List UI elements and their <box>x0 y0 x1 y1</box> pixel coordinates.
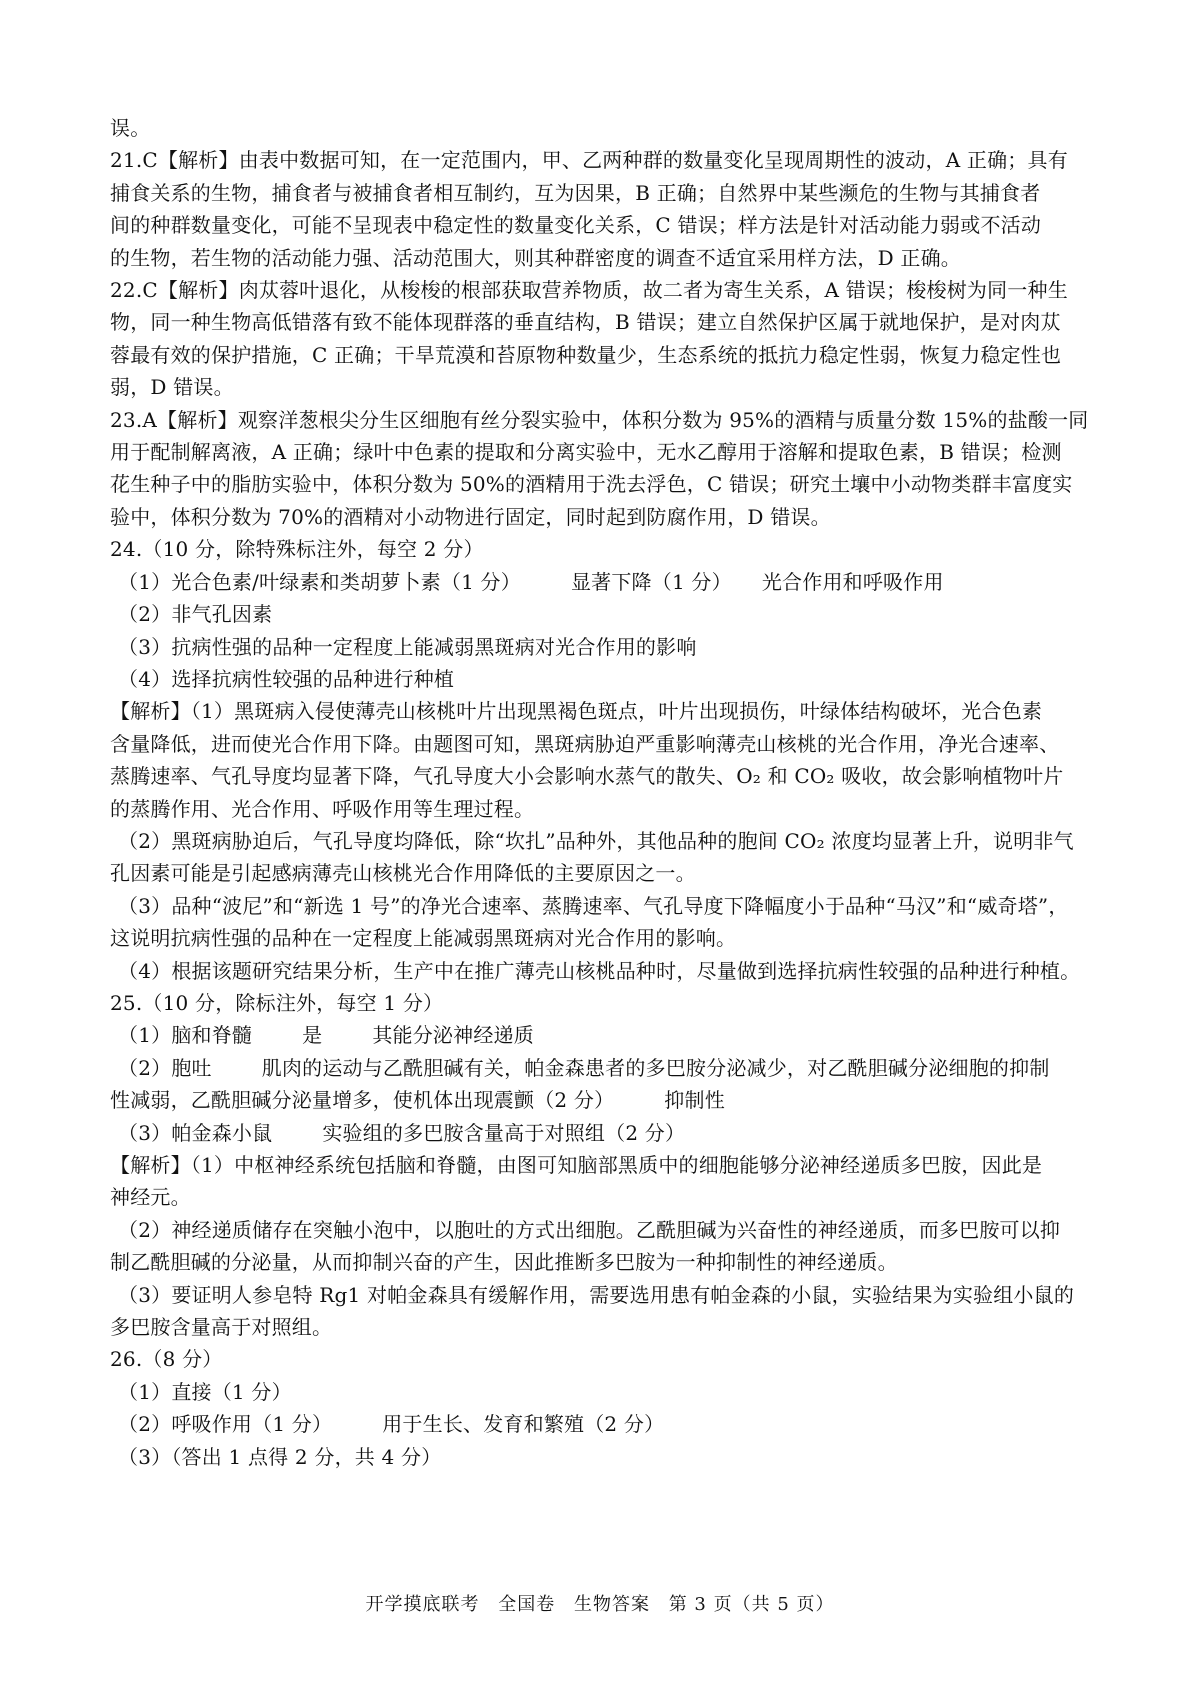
answer-part: （3）帕金森小鼠 <box>118 1120 273 1145</box>
q26-heading: 26.（8 分） <box>110 1347 223 1372</box>
answer-part: 实验组的多巴胺含量高于对照组（2 分） <box>322 1120 686 1145</box>
q24-analysis-line: 这说明抗病性强的品种在一定程度上能减弱黑斑病对光合作用的影响。 <box>110 926 737 951</box>
q24-analysis-line: （2）黑斑病胁迫后，气孔导度均降低，除“坎扎”品种外，其他品种的胞间 CO₂ 浓度均显著上升，说明非气 <box>118 828 1074 853</box>
q24-analysis-line: 【解析】（1）黑斑病入侵使薄壳山核桃叶片出现黑褐色斑点，叶片出现损伤，叶绿体结构破坏，光合色素 <box>110 699 1043 724</box>
q24-analysis-line: 的蒸腾作用、光合作用、呼吸作用等生理过程。 <box>110 796 535 821</box>
q23-line: 用于配制解离液，A 正确；绿叶中色素的提取和分离实验中，无水乙醇用于溶解和提取色素，B 错误；检测 <box>110 440 1062 465</box>
answer-part: 肌肉的运动与乙酰胆碱有关，帕金森患者的多巴胺分泌减少，对乙酰胆碱分泌细胞的抑制 <box>261 1055 1050 1080</box>
q24-answer-1 <box>110 566 1100 598</box>
q25-heading: 25.（10 分，除标注外，每空 1 分） <box>110 990 444 1015</box>
q25-answer-2-cont <box>110 1084 1100 1116</box>
footer-subject: 生物答案 <box>573 1594 650 1615</box>
q24-answer-2: （2）非气孔因素 <box>118 602 273 627</box>
q25-analysis-line: 【解析】（1）中枢神经系统包括脑和脊髓，由图可知脑部黑质中的细胞能够分泌神经递质多巴胺，因此是 <box>110 1153 1043 1177</box>
q22-line: 22.C【解析】肉苁蓉叶退化，从梭梭的根部获取营养物质，故二者为寄生关系，A 错误；梭梭树为同一种生 <box>110 278 1068 303</box>
q26-answer-2 <box>110 1408 1100 1440</box>
q23-line: 23.A【解析】观察洋葱根尖分生区细胞有丝分裂实验中，体积分数为 95%的酒精与质量分数 15%的盐酸一同 <box>110 407 1089 432</box>
answer-part: 显著下降（1 分） <box>570 569 732 594</box>
q25-answer-3 <box>110 1117 1100 1149</box>
q25-analysis-line: （3）要证明人参皂特 Rg1 对帕金森具有缓解作用，需要选用患有帕金森的小鼠，实验结果为实验组小鼠的 <box>118 1282 1075 1307</box>
answer-part: 其能分泌神经递质 <box>372 1023 534 1048</box>
q24-analysis-line: 孔因素可能是引起感病薄壳山核桃光合作用降低的主要原因之一。 <box>110 861 696 886</box>
q25-analysis-line: 神经元。 <box>110 1185 191 1210</box>
answer-part: （1）光合色素/叶绿素和类胡萝卜素（1 分） <box>118 569 521 594</box>
answer-part: （1）脑和脊髓 <box>118 1023 253 1048</box>
q26-answer-3: （3）（答出 1 点得 2 分，共 4 分） <box>118 1444 442 1469</box>
q21-line: 21.C【解析】由表中数据可知，在一定范围内，甲、乙两种群的数量变化呈现周期性的波动，A 正确；具有 <box>110 148 1068 173</box>
q24-analysis-line: 含量降低，进而使光合作用下降。由题图可知，黑斑病胁迫严重影响薄壳山核桃的光合作用，净光合速率、 <box>110 731 1060 756</box>
footer-exam: 开学摸底联考 <box>365 1594 480 1615</box>
q25-analysis-line: （2）神经递质储存在突触小泡中，以胞吐的方式出细胞。乙酰胆碱为兴奋性的神经递质，而多巴胺可以抑 <box>118 1217 1061 1242</box>
answer-part: 是 <box>302 1023 323 1048</box>
answer-part: 性减弱，乙酰胆碱分泌量增多，使机体出现震颤（2 分） <box>110 1088 615 1113</box>
q23-line: 花生种子中的脂肪实验中，体积分数为 50%的酒精用于洗去浮色，C 错误；研究土壤中小动物类群丰富度实 <box>110 472 1073 497</box>
q21-line: 捕食关系的生物，捕食者与被捕食者相互制约，互为因果，B 正确；自然界中某些濒危的生物与其捕食者 <box>110 180 1041 205</box>
q21-line: 间的种群数量变化，可能不呈现表中稳定性的数量变化关系，C 错误；样方法是针对活动能力弱或不活动 <box>110 213 1042 238</box>
q22-line: 弱，D 错误。 <box>110 375 234 400</box>
footer-page-number: 第 3 页（共 5 页） <box>668 1594 835 1615</box>
answer-part: （2）呼吸作用（1 分） <box>118 1412 333 1437</box>
answer-part: 抑制性 <box>664 1088 725 1113</box>
q24-heading: 24.（10 分，除特殊标注外，每空 2 分） <box>110 537 484 562</box>
q24-analysis-line: （4）根据该题研究结果分析，生产中在推广薄壳山核桃品种时，尽量做到选择抗病性较强的品种进行种植。 <box>118 958 1081 983</box>
q21-line: 的生物，若生物的活动能力强、活动范围大，则其种群密度的调查不适宜采用样方法，D 正确。 <box>110 245 961 270</box>
text-line: 误。 <box>110 116 151 140</box>
q22-line: 蓉最有效的保护措施，C 正确；干旱荒漠和苔原物种数量少，生态系统的抵抗力稳定性弱，恢复力稳定性也 <box>110 342 1062 367</box>
page-footer <box>0 1590 1200 1616</box>
answer-part: （2）胞吐 <box>118 1055 212 1080</box>
q24-answer-4: （4）选择抗病性较强的品种进行种植 <box>118 666 455 691</box>
q22-line: 物，同一种生物高低错落有致不能体现群落的垂直结构，B 错误；建立自然保护区属于就地保护，是对肉苁 <box>110 310 1061 335</box>
q26-answer-1: （1）直接（1 分） <box>118 1379 292 1404</box>
q25-answer-1 <box>110 1019 1100 1051</box>
q24-answer-3: （3）抗病性强的品种一定程度上能减弱黑斑病对光合作用的影响 <box>118 634 697 659</box>
q25-answer-2 <box>110 1052 1100 1084</box>
answer-part: 光合作用和呼吸作用 <box>761 569 944 594</box>
q23-line: 验中，体积分数为 70%的酒精对小动物进行固定，同时起到防腐作用，D 错误。 <box>110 504 831 529</box>
q24-analysis-line: 蒸腾速率、气孔导度均显著下降，气孔导度大小会影响水蒸气的散失、O₂ 和 CO₂ 吸收，故会影响植物叶片 <box>110 764 1064 789</box>
document-body <box>110 112 1100 1473</box>
footer-paper: 全国卷 <box>498 1594 556 1615</box>
q25-analysis-line: 制乙酰胆碱的分泌量，从而抑制兴奋的产生，因此推断多巴胺为一种抑制性的神经递质。 <box>110 1250 898 1275</box>
answer-part: 用于生长、发育和繁殖（2 分） <box>382 1412 665 1437</box>
q24-analysis-line: （3）品种“波尼”和“新选 1 号”的净光合速率、蒸腾速率、气孔导度下降幅度小于品种“马汉”和“威奇塔”， <box>118 893 1069 918</box>
q25-analysis-line: 多巴胺含量高于对照组。 <box>110 1315 333 1340</box>
